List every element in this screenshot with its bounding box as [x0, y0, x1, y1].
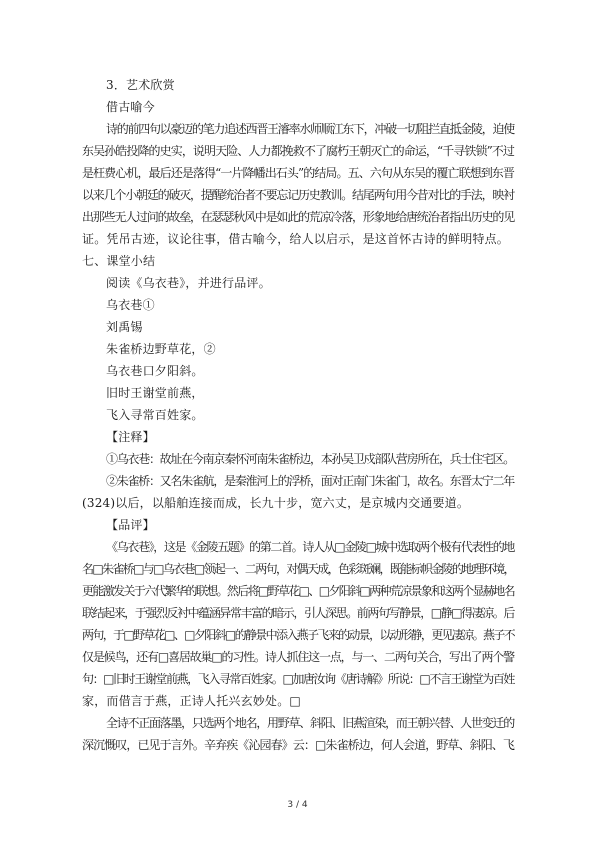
text-line: 两句，于□野草花□、□夕阳斜□的静景中添入燕子飞来的动景，以动形静，更见凄凉。燕子不	[82, 628, 514, 642]
document-body	[82, 74, 514, 756]
text-line: 句：□旧时王谢堂前燕，飞入寻常百姓家。□加唐汝询《唐诗解》所说：□不言王谢堂为百姓	[82, 672, 514, 686]
text-line: 乌衣巷①	[106, 298, 155, 312]
text-line: 以来几个小朝廷的破灭，提醒统治者不要忘记历史教训。结尾两句用今昔对比的手法，映衬	[82, 188, 514, 202]
text-line: 东吴孙皓投降的史实，说明天险、人力都挽救不了腐朽王朝灭亡的命运，“千寻铁锁”不过	[82, 144, 514, 158]
text-line: 乌衣巷口夕阳斜。	[106, 364, 204, 378]
text-line: 是枉费心机，最后还是落得“一片降幡出石头”的结局。五、六句从东吴的覆亡联想到东晋	[82, 166, 514, 180]
text-line: 阅读《乌衣巷》，并进行品评。	[106, 276, 271, 290]
text-line: 借古喻今	[106, 100, 155, 114]
text-line: 家，而借言于燕，正诗人托兴玄妙处。□	[82, 694, 301, 708]
text-line: (324)以后，以船舶连接而成，长九十步，宽六丈，是京城内交通要道。	[82, 496, 470, 510]
text-line: 更能激发关于六代繁华的联想。然后将□野草花□、□夕阳斜□两种荒凉景象和这两个显赫地名	[82, 584, 514, 598]
text-line: 名□朱雀桥□与□乌衣巷□领起一、二两句，对偶天成，色彩斑斓，既能标帜金陵的地理环境，	[82, 562, 514, 576]
text-line: 证。凭吊古迹，议论往事，借古喻今，给人以启示，是这首怀古诗的鲜明特点。	[82, 232, 510, 246]
page-number: 3 / 4	[287, 800, 308, 810]
text-line: 【品评】	[106, 518, 155, 532]
text-line: 飞入寻常百姓家。	[106, 408, 204, 422]
text-line: 联结起来，于强烈反衬中蕴涵异常丰富的暗示，引人深思。前两句写静景，□静□得凄凉。后	[82, 606, 514, 620]
text-line: 【注释】	[106, 430, 155, 444]
text-line: 3．艺术欣赏	[106, 78, 175, 92]
text-line: 全诗不正面落墨，只选两个地名，用野草、斜阳、旧燕渲染，而王朝兴替、人世变迁的	[106, 716, 514, 730]
text-line: 诗的前四句以豪迈的笔力追述西晋王濬率水师顺江东下，冲破一切阻拦直抵金陵，迫使	[106, 122, 514, 136]
text-line: 《乌衣巷》，这是《金陵五题》的第二首。诗人从□金陵□城中选取两个极有代表性的地	[106, 540, 514, 554]
text-line: 刘禹锡	[106, 320, 143, 334]
text-line: 旧时王谢堂前燕，	[106, 386, 204, 400]
text-line: 出那些无人过问的故垒，在瑟瑟秋风中是如此的荒凉冷落，形象地给唐统治者指出历史的见	[82, 210, 514, 224]
text-line: ②朱雀桥：又名朱雀航，是秦淮河上的浮桥，面对正南门朱雀门，故名。东晋太宁二年	[106, 474, 514, 488]
text-line: 朱雀桥边野草花，②	[106, 342, 216, 356]
text-line: 深沉慨叹，已见于言外。辛弃疾《沁园春》云：□朱雀桥边，何人会道，野草、斜阳、飞	[82, 738, 514, 752]
text-line: 七、课堂小结	[82, 254, 156, 268]
text-line: ①乌衣巷：故址在今南京秦怀河南朱雀桥边，本孙吴卫戍部队营房所在，兵士住宅区。	[106, 452, 514, 466]
text-line: 仅是候鸟，还有□喜居故巢□的习性。诗人抓住这一点，与一、二两句关合，写出了两个警	[82, 650, 514, 664]
